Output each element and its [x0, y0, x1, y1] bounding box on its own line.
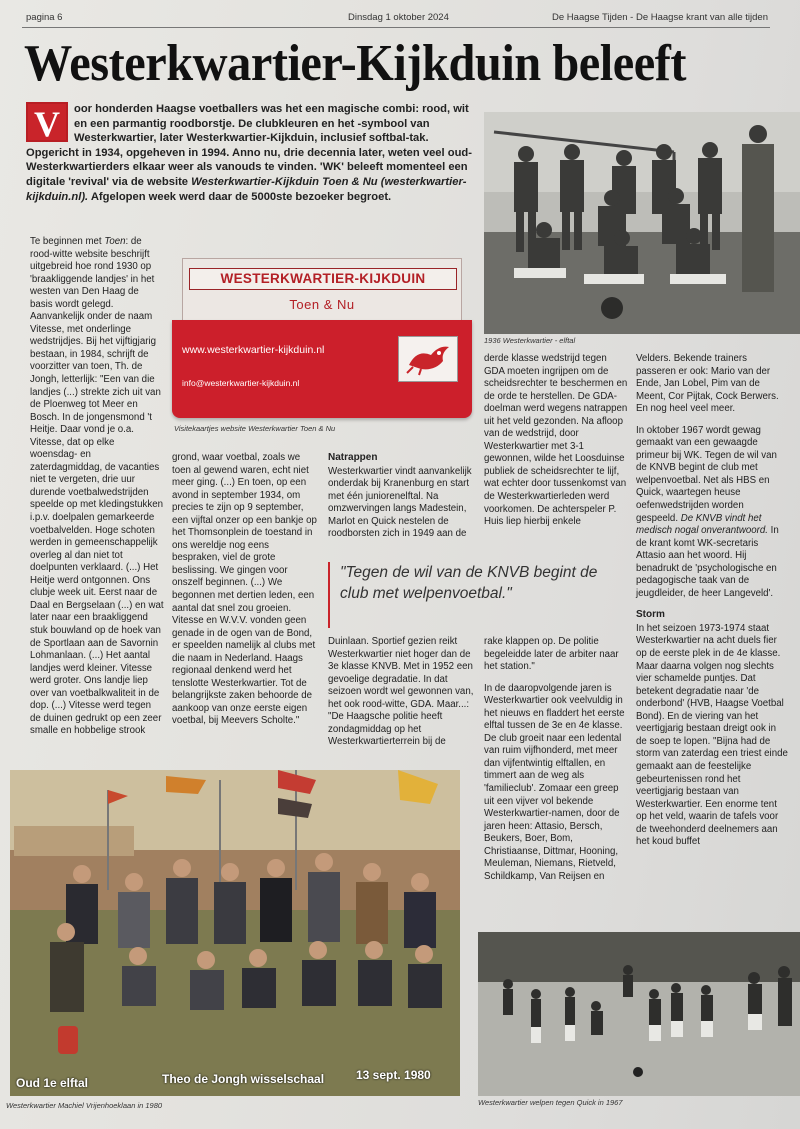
card-subtitle: Toen & Nu: [289, 297, 355, 312]
intro-paragraph: [26, 102, 478, 204]
col1-paragraph: [30, 236, 164, 738]
intro-text: oor honderden Haagse voetballers was het een magische combi: rood, wit en een parmantig roodborstje. De clubkleuren en het -symbool van Westerkwartier, later Westerkwartier-Kijkduin, inclusief softbal-tak. Opgericht in 1934, opgeheven in 1994. Anno nu, drie decennia later, weten veel oud-Westerkwartierders elkaar weer als vanouds te vinden. 'WK' beleeft momenteel een digitale 'revival' via de website: [26, 103, 472, 188]
col1-text-b: Toen: [104, 236, 126, 247]
drop-cap: V: [26, 102, 68, 142]
card-url-link[interactable]: www.westerkwartier-kijkduin.nl: [182, 344, 325, 356]
photo-1980-overlay-right: 13 sept. 1980: [356, 1068, 431, 1082]
section-heading-natrappen: Natrappen: [328, 452, 378, 463]
card-contact-panel: [172, 320, 472, 418]
col5-text-b: In oktober 1967 wordt gewag gemaakt van een gewaagde primeur bij WK. Tegen de wil van de KNVB begint de club met welpenvoetbal. Net als HBS en Quick, waartegen heuse oefenwedstrijden worden gespeeld.: [636, 424, 777, 524]
paper-name: De Haagse Tijden - De Haagse krant van alle tijden: [552, 12, 768, 23]
page-header: [26, 10, 768, 26]
photo-1980-overlay-mid: Theo de Jongh wisselschaal: [162, 1072, 325, 1086]
column-2: [172, 452, 317, 728]
col2-paragraph: grond, waar voetbal, zoals we toen al gewend waren, echt niet meer ging. (...) En toen, op een avond in september 1934, om precies te zijn op 9 september, een vijftal onzer op een bankje op het Thomsonplein de toestand in ons wereldje nog eens bespraken, viel de grote beslissing. We gingen voor onszelf beginnen. (...) We begonnen met dertien leden, een aantal dat snel zou groeien. Vitesse en W.V.V. vonden geen genade in de ogen van de Bond, er speelden namelijk al clubs met die naam in Nederland. Haags regionaal denkend werd het tenslotte Westerkwartier. Tot de belangrijkste zaken behoorde de aankoop van onze eerste eigen voetbal, bij Meevers Scholte.": [172, 452, 317, 727]
col4b-paragraph-2: In de daaropvolgende jaren is Westerkwartier ook veelvuldig in het nieuws en fladdert het eerste elftal tussen de 3e en 4e klasse. De club groeit naar een ledental van ruim vijfhonderd, met meer dan vijfentwintig elftallen, en timmert aan de weg als 'familieclub'. Zomaar een greep uit een vijver vol bekende Westerkwartier-namen, door de jaren heen: Attasio, Bersch, Beukers, Boer, Bom, Christiaanse, Dittmar, Hooning, Meuleman, Niemans, Rietveld, Schildkamp, Van Reijsen en: [484, 682, 625, 882]
robin-logo-icon: [398, 336, 458, 382]
section-heading-storm: Storm: [636, 609, 665, 621]
col3-paragraph: Westerkwartier vindt aanvankelijk onderdak bij Kranenburg en start met één juniorenelftal. Na omzwervingen langs Madestein, Marlot en Quick nestelen de roodborsten zich in 1949 aan de: [328, 465, 472, 540]
col1-text-c: : de rood-witte website beschrijft uitgebreid hoe rond 1930 op 'braakliggende landjes' in het westen van Den Haag de basis wordt gelegd. Aanvankelijk onder de naam Vitesse, met onderlinge wedstrijdjes. Bij het vijftigjarig bestaan, in 1984, schrijft de voorzitter van toen, Th. de Jongh, letterlijk: "Een van die landjes (...) strekte zich uit van de Ploenweg tot Meer en Bosch. In de jongensmond 't Heitje. Daar vond je o.a. Vitesse, dat op elke woensdag- en zaterdagmiddag, de vacanties niet te vergeten, drie uur durende voetbalwedstrijden speelde op met kledingstukken i.p.v. doelpalen gemarkeerde voetbalvelden. Hoge schoten werden in gemeenschappelijk overleg al dan niet tot doelpunten verklaard. (...) Het Heitje werd ontgonnen. Ons clubje week uit. Eerst naar de Daal en Bergselaan (...) en wat later naar een braakliggend stuk bouwland op de hoek van de Sportlaan aan de Savornin Lohmanlaan. (...) Het aantal landjes werd kleiner. Vitesse werd groter. Ons landje liep over van voetbalkwaliteit in de dop. (...) Vitesse werd tegen de duinen gedrukt op een zeer smalle en hobbelige strook: [30, 236, 164, 737]
website-card: [168, 254, 474, 420]
col1-text-a: Te beginnen met: [30, 236, 105, 247]
column-4: [484, 353, 629, 529]
photo-1967-welpen: [478, 932, 800, 1096]
col5-paragraph-1: Velders. Bekende trainers passeren er ook: Mario van der Ende, Jan Lobel, Pim van de Meent, Cor Pijtak, Cock Berwers. En nog heel veel meer.: [636, 353, 779, 415]
col5-text-c: De KNVB vindt het medisch nogal onverantwoord.: [636, 512, 768, 537]
photo-1980-team: [10, 770, 460, 1096]
photo-1936-team: [484, 112, 800, 334]
card-title-panel: [182, 258, 462, 322]
page-number: pagina 6: [26, 12, 63, 23]
card-caption: Visitekaartjes website Westerkwartier Toen & Nu: [174, 424, 336, 433]
header-rule: [22, 27, 770, 28]
col4b-paragraph-1: rake klappen op. De politie begeleidde later de arbiter naar het station.": [484, 636, 619, 673]
column-3: [328, 452, 474, 541]
photo-1936-caption: 1936 Westerkwartier - elftal: [484, 336, 576, 345]
headline: Westerkwartier-Kijkduin beleeft: [24, 35, 687, 92]
column-3b: [328, 636, 474, 749]
col5-paragraph-2: [636, 425, 788, 601]
match-photo-1967: [478, 932, 800, 1096]
team-photo-1936: [484, 112, 800, 334]
intro-text-end: Afgelopen week werd daar de 5000ste bezoeker begroet.: [88, 190, 392, 203]
column-1: [30, 236, 164, 738]
photo-1980-caption: Westerkwartier Machiel Vrijenhoeklaan in 1980: [6, 1101, 163, 1110]
intro-website: Westerkwartier-Kijkduin Toen & Nu (westerkwartier-kijkduin.nl).: [26, 175, 467, 203]
column-5: [636, 353, 788, 849]
col3b-paragraph: Duinlaan. Sportief gezien reikt Westerkwartier niet hoger dan de 3e klasse KNVB. Met in 1952 een gevoelige degradatie. In dat seizoen wordt wel gewonnen van, het ook rood-witte, GDA. Maar...: "De Haagsche politie heeft zondagmiddag op het Westerkwartierterrein bij de: [328, 636, 474, 748]
team-photo-1980: [10, 770, 460, 1096]
col5-text-d: In de krant komt WK-secretaris Attasio aan het woord. Hij benadrukt de 'psychologische en pedagogische taak van de jeugdleider, de heer Langeveld'.: [636, 525, 779, 599]
card-title: WESTERKWARTIER-KIJKDUIN: [189, 268, 457, 290]
pull-quote: "Tegen de wil van de KNVB begint de club met welpenvoetbal.": [328, 562, 620, 628]
column-4b: [484, 636, 629, 883]
photo-1980-overlay-left: Oud 1e elftal: [16, 1076, 89, 1090]
photo-1967-caption: Westerkwartier welpen tegen Quick in 1967: [478, 1098, 623, 1107]
col5-paragraph-3: In het seizoen 1973-1974 staat Westerkwartier na acht duels fier op de eerste plek in de 4e klasse. Maar daarna volgen nog slechts vier schamelde puntjes. Dat betekent degradatie naar 'de onderbond' (HVB, Haagse Voetbal Bond). En de viering van het veertigjarig bestaan dreigt ook in de soep te lopen. "Bijna had de storm van zaterdag een triest einde gemaakt aan de feestelijke gebeurtenissen rond het veertigjarig bestaan van Westerkwartier. Een enorme tent op het veld, waarin de tafels voor de tweehonderd deelnemers aan het koud buffet: [636, 622, 788, 848]
col4-paragraph: derde klasse wedstrijd tegen GDA moeten ingrijpen om de scheidsrechter te beschermen en de orde te herstellen. De GDA-doelman werd wegens natrappen uit het veld gezonden. Na afloop van de wedstrijd, door Westerkwartier met 3-1 gewonnen, wilde het Loosduinse publiek de scheidsrechter te lijf, wat echter door tussenkomst van de Westerkwartierleden werd voorkomen. De achterspeler P. Huis liep hierbij enkele: [484, 353, 628, 528]
card-email-link[interactable]: info@westerkwartier-kijkduin.nl: [182, 378, 300, 388]
issue-date: Dinsdag 1 oktober 2024: [348, 12, 449, 23]
